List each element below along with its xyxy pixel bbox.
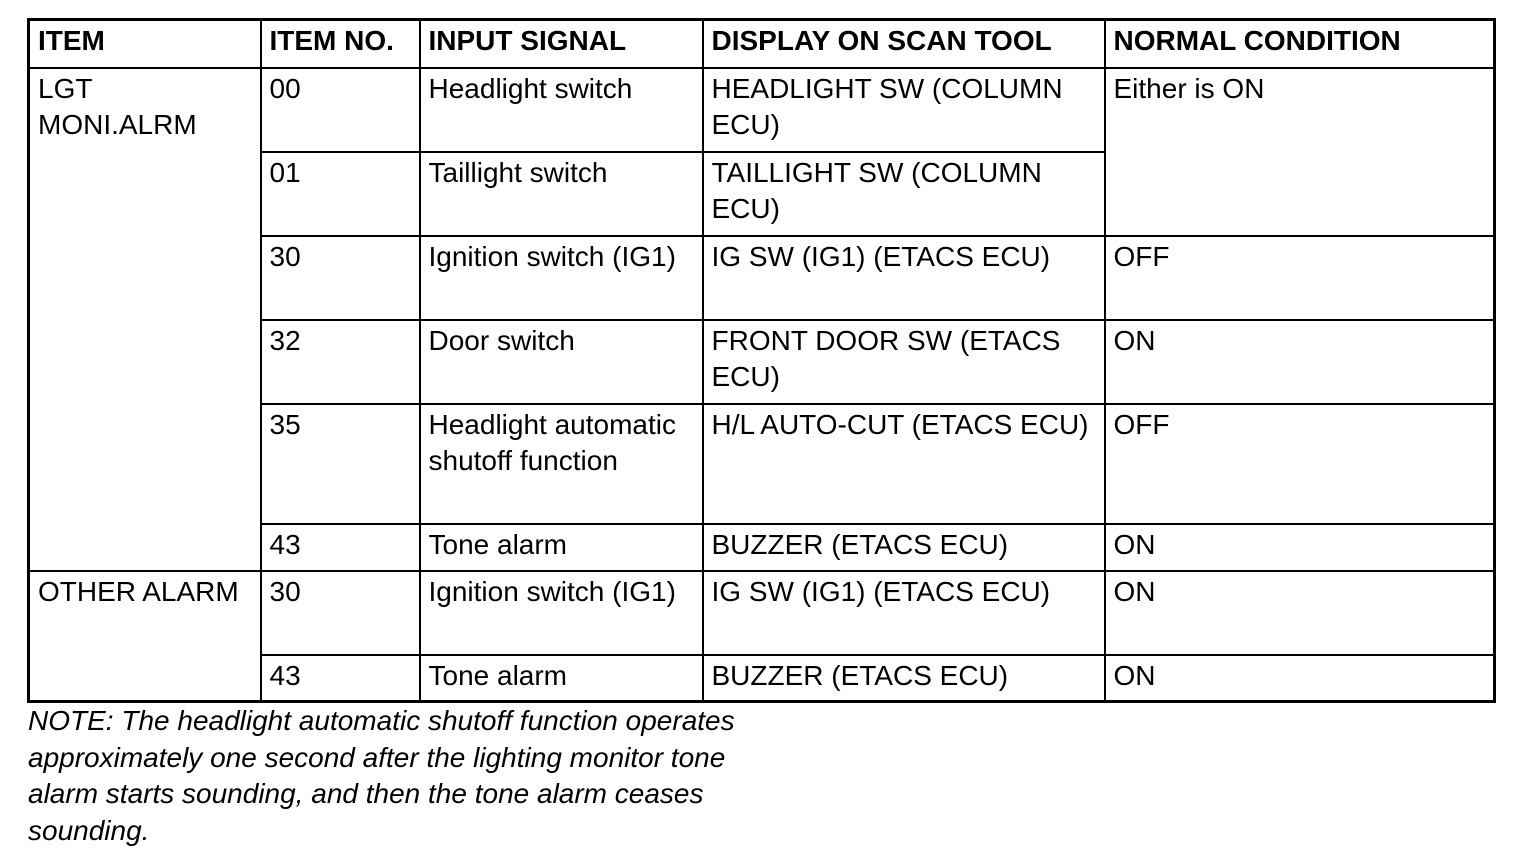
cell-item-no: 30	[261, 571, 420, 655]
cell-normal-condition: ON	[1105, 524, 1495, 571]
header-normal-condition: NORMAL CONDITION	[1105, 20, 1495, 68]
cell-input-signal: Ignition switch (IG1)	[420, 571, 703, 655]
cell-display: IG SW (IG1) (ETACS ECU)	[703, 236, 1105, 320]
cell-normal-condition: OFF	[1105, 404, 1495, 524]
cell-item-no: 30	[261, 236, 420, 320]
table-header-row	[29, 20, 1495, 68]
cell-input-signal: Tone alarm	[420, 524, 703, 571]
cell-display: H/L AUTO-CUT (ETACS ECU)	[703, 404, 1105, 524]
cell-normal-condition: OFF	[1105, 236, 1495, 320]
cell-input-signal: Taillight switch	[420, 152, 703, 236]
cell-display: BUZZER (ETACS ECU)	[703, 524, 1105, 571]
cell-item-no: 01	[261, 152, 420, 236]
cell-item-no: 32	[261, 320, 420, 404]
header-display: DISPLAY ON SCAN TOOL	[703, 20, 1105, 68]
group-other-alarm: OTHER ALARM	[29, 571, 261, 702]
table-row	[29, 571, 1495, 655]
cell-normal-condition: Either is ON	[1105, 68, 1495, 236]
cell-normal-condition: ON	[1105, 320, 1495, 404]
cell-input-signal: Headlight automatic shutoff function	[420, 404, 703, 524]
cell-normal-condition: ON	[1105, 655, 1495, 702]
cell-item-no: 43	[261, 524, 420, 571]
cell-normal-condition: ON	[1105, 571, 1495, 655]
header-input-signal: INPUT SIGNAL	[420, 20, 703, 68]
cell-display: TAILLIGHT SW (COLUMN ECU)	[703, 152, 1105, 236]
table-note: NOTE: The headlight automatic shutoff function operates approximately one second after the lighting monitor tone alarm starts sounding, and then the tone alarm ceases sounding.	[28, 705, 735, 846]
cell-input-signal: Door switch	[420, 320, 703, 404]
cell-input-signal: Tone alarm	[420, 655, 703, 702]
header-item-no: ITEM NO.	[261, 20, 420, 68]
cell-item-no: 35	[261, 404, 420, 524]
cell-item-no: 00	[261, 68, 420, 152]
header-item: ITEM	[29, 20, 261, 68]
table-row	[29, 68, 1495, 152]
alarm-signal-table	[27, 18, 1496, 703]
cell-display: IG SW (IG1) (ETACS ECU)	[703, 571, 1105, 655]
cell-display: HEADLIGHT SW (COLUMN ECU)	[703, 68, 1105, 152]
cell-input-signal: Headlight switch	[420, 68, 703, 152]
group-lgt-moni-alrm: LGT MONI.ALRM	[29, 68, 261, 571]
cell-item-no: 43	[261, 655, 420, 702]
cell-display: BUZZER (ETACS ECU)	[703, 655, 1105, 702]
cell-input-signal: Ignition switch (IG1)	[420, 236, 703, 320]
cell-display: FRONT DOOR SW (ETACS ECU)	[703, 320, 1105, 404]
